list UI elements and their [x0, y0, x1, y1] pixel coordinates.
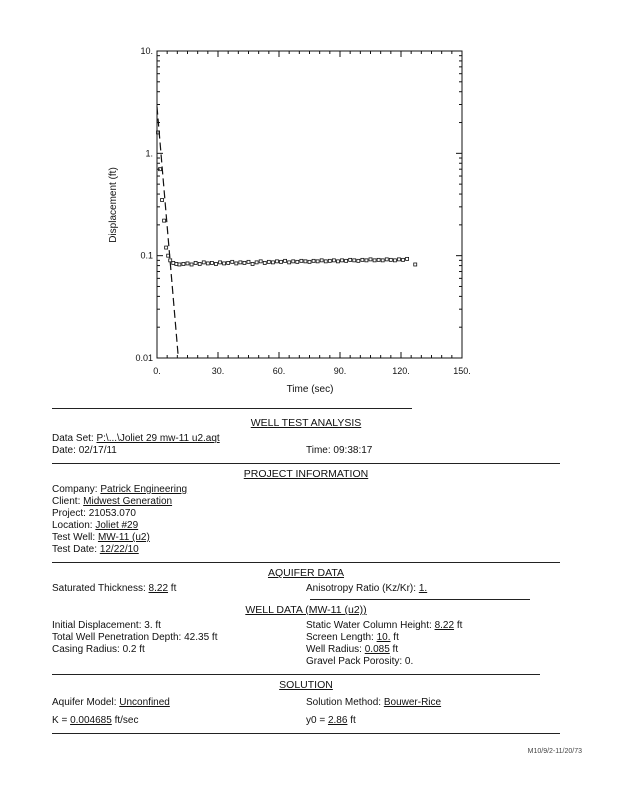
anisotropy-label: Anisotropy Ratio (Kz/Kr):: [306, 583, 417, 594]
well-data-title: WELL DATA (MW-11 (u2)): [245, 604, 367, 616]
y-tick-label: 1.: [145, 148, 153, 159]
x-tick-label: 0.: [153, 366, 161, 376]
k-unit: ft/sec: [114, 715, 139, 726]
data-point: [169, 259, 172, 262]
location-value: Joliet #29: [95, 520, 139, 531]
initial-displacement: Initial Displacement: 3. ft: [52, 620, 161, 631]
data-point: [304, 260, 307, 263]
data-point: [328, 259, 331, 262]
data-point: [308, 260, 311, 263]
client-label: Client:: [52, 496, 81, 507]
well-radius-unit: ft: [392, 644, 399, 655]
plot-frame: [157, 51, 462, 358]
data-point: [259, 260, 262, 263]
fitted-solution-line: [157, 107, 178, 358]
data-point: [223, 262, 226, 265]
date-value: 02/17/11: [78, 445, 117, 456]
data-point: [247, 260, 250, 263]
data-point: [186, 262, 189, 265]
thickness-value: 8.22: [148, 583, 169, 594]
method-label: Solution Method:: [306, 697, 382, 708]
casing-radius: Casing Radius: 0.2 ft: [52, 644, 145, 655]
data-point: [361, 258, 364, 261]
data-point: [210, 261, 213, 264]
data-point: [381, 259, 384, 262]
data-point: [280, 260, 283, 263]
data-point: [349, 258, 352, 261]
data-point: [271, 261, 274, 264]
well-radius-value: 0.085: [364, 644, 390, 655]
thickness-label: Saturated Thickness:: [52, 583, 146, 594]
static-unit: ft: [456, 620, 463, 631]
anisotropy-value: 1.: [418, 583, 428, 594]
data-point: [296, 260, 299, 263]
y0-value: 2.86: [327, 715, 348, 726]
data-point: [161, 198, 164, 201]
data-point: [284, 259, 287, 262]
y-tick-label: 0.1: [140, 250, 153, 261]
data-point: [182, 262, 185, 265]
data-point: [206, 262, 209, 265]
data-set-label: Data Set:: [52, 433, 94, 444]
data-point: [235, 262, 238, 265]
data-point: [255, 261, 258, 264]
data-point: [178, 263, 181, 266]
data-point: [163, 219, 166, 222]
data-point: [292, 260, 295, 263]
x-axis-label: Time (sec): [286, 384, 334, 395]
test-well-value: MW-11 (u2): [97, 532, 150, 543]
method-value: Bouwer-Rice: [383, 697, 442, 708]
x-tick-label: 90.: [333, 366, 347, 376]
data-point: [332, 259, 335, 262]
data-point: [267, 260, 270, 263]
company-label: Company:: [52, 484, 98, 495]
test-date-label: Test Date:: [52, 544, 98, 555]
project-title: PROJECT INFORMATION: [243, 468, 369, 480]
time-label: Time:: [306, 445, 331, 456]
data-point: [397, 258, 400, 261]
y-tick-label: 0.01: [135, 353, 153, 363]
data-point: [202, 261, 205, 264]
data-point: [251, 262, 254, 265]
data-point: [288, 261, 291, 264]
data-point: [385, 258, 388, 261]
aquifer-title: AQUIFER DATA: [267, 567, 345, 579]
y-axis-label: Displacement (ft): [108, 167, 119, 243]
data-point: [389, 258, 392, 261]
data-point: [369, 258, 372, 261]
document-stamp: M10/9/2-11/20/73: [527, 748, 582, 755]
data-point: [312, 259, 315, 262]
screen-value: 10.: [376, 632, 391, 643]
project-value: 21053.070: [88, 508, 136, 519]
location-label: Location:: [52, 520, 93, 531]
data-point: [190, 263, 193, 266]
data-point: [393, 259, 396, 262]
data-point: [175, 262, 178, 265]
data-point: [219, 261, 222, 264]
well-test-report: [52, 408, 560, 734]
data-set-line: [52, 433, 560, 445]
data-set-value: P:\...\Joliet 29 mw-11 u2.aqt: [96, 433, 220, 444]
y-tick-label: 10.: [140, 46, 153, 56]
well-radius-label: Well Radius:: [306, 644, 362, 655]
static-value: 8.22: [434, 620, 455, 631]
time-value: 09:38:17: [333, 445, 373, 456]
test-well-label: Test Well:: [52, 532, 96, 543]
x-tick-label: 150.: [453, 366, 471, 376]
y0-unit: ft: [350, 715, 356, 726]
data-point: [414, 263, 417, 266]
data-point: [300, 259, 303, 262]
solution-title: SOLUTION: [279, 679, 333, 691]
data-point: [263, 261, 266, 264]
data-point: [243, 261, 246, 264]
date-label: Date:: [52, 445, 76, 456]
data-point: [373, 259, 376, 262]
test-date-value: 12/22/10: [99, 544, 139, 555]
data-point: [357, 259, 360, 262]
data-point: [275, 260, 278, 263]
k-label: K =: [52, 715, 68, 726]
x-tick-label: 30.: [211, 366, 225, 376]
data-point: [341, 259, 344, 262]
screen-unit: ft: [393, 632, 399, 643]
report-title: WELL TEST ANALYSIS: [250, 417, 362, 429]
data-point: [336, 260, 339, 263]
client-value: Midwest Generation: [83, 496, 173, 507]
data-point: [227, 261, 230, 264]
data-point: [406, 257, 409, 260]
model-value: Unconfined: [119, 697, 170, 708]
gravel-porosity: Gravel Pack Porosity: 0.: [306, 656, 414, 667]
company-value: Patrick Engineering: [100, 484, 188, 495]
data-point: [402, 258, 405, 261]
data-point: [320, 259, 323, 262]
project-label: Project:: [52, 508, 86, 519]
data-point: [214, 262, 217, 265]
data-point: [172, 261, 175, 264]
data-point: [165, 246, 168, 249]
data-point: [324, 260, 327, 263]
model-label: Aquifer Model:: [52, 697, 117, 708]
penetration-depth: Total Well Penetration Depth: 42.35 ft: [52, 632, 218, 643]
data-point: [377, 258, 380, 261]
thickness-unit: ft: [170, 583, 177, 594]
screen-label: Screen Length:: [306, 632, 374, 643]
y0-label: y0 =: [306, 715, 326, 726]
k-value: 0.004685: [70, 715, 112, 726]
x-tick-label: 120.: [392, 366, 410, 376]
data-point: [231, 260, 234, 263]
time-line: [306, 445, 560, 457]
data-point: [316, 260, 319, 263]
data-point: [194, 261, 197, 264]
data-point: [198, 262, 201, 265]
data-point: [353, 259, 356, 262]
x-tick-label: 60.: [272, 366, 286, 376]
static-label: Static Water Column Height:: [306, 620, 432, 631]
data-point: [365, 259, 368, 262]
data-point: [239, 261, 242, 264]
data-point: [345, 259, 348, 262]
date-line: [52, 445, 306, 457]
